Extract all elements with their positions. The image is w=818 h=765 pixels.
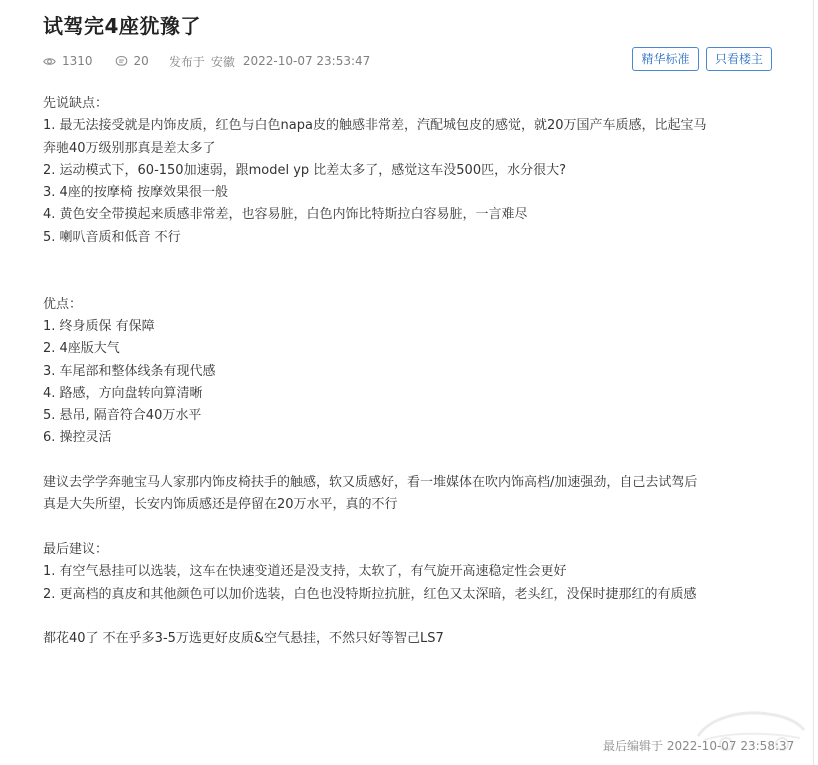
spacer xyxy=(43,606,743,628)
closing-line: 都花40了 不在乎多3-5万选更好皮质&空气悬挂，不然只好等智己LS7 xyxy=(43,631,444,647)
pros-heading: 优点： xyxy=(43,296,83,312)
posted-label: 发布于 xyxy=(168,54,205,69)
views-count: 1310 xyxy=(62,54,93,68)
spacer xyxy=(43,249,743,294)
post-time: 2022-10-07 23:53:47 xyxy=(242,54,371,68)
comments-stat[interactable] xyxy=(115,54,149,68)
spacer xyxy=(43,450,743,472)
pros-line: 3. 车尾部和整体线条有现代感 xyxy=(43,363,216,379)
pros-line: 1. 终身质保 有保障 xyxy=(43,318,155,334)
pros-line: 2. 4座版大气 xyxy=(43,341,120,357)
post-meta xyxy=(43,52,370,70)
post-body xyxy=(43,93,743,650)
views-stat xyxy=(43,54,93,68)
cons-heading: 先说缺点： xyxy=(43,96,109,111)
panel-border xyxy=(813,0,814,765)
cons-line: 3. 4座的按摩椅 按摩效果很一般 xyxy=(43,185,228,201)
advice-line: 真是大失所望，长安内饰质感还是停留在20万水平，真的不行 xyxy=(43,497,398,513)
eye-icon xyxy=(43,55,56,68)
pros-line: 6. 操控灵活 xyxy=(43,430,112,446)
last-edited: 最后编辑于 2022-10-07 23:58:37 xyxy=(603,739,795,753)
post-location: 安徽 xyxy=(210,54,235,69)
cons-line: 5. 喇叭音质和低音 不行 xyxy=(43,229,181,245)
cons-line: 1. 最无法接受就是内饰皮质，红色与白色napa皮的触感非常差，汽配城包皮的感觉，就20万国产车质感，比起宝马 xyxy=(43,118,707,134)
pros-line: 4. 路感，方向盘转向算清晰 xyxy=(43,385,203,401)
op-only-button[interactable]: 只看楼主 xyxy=(706,47,772,71)
final-heading: 最后建议： xyxy=(43,541,109,557)
cons-line: 2. 运动模式下，60-150加速弱，跟model yp 比差太多了，感觉这车没500匹，水分很大? xyxy=(43,162,566,178)
comments-count: 20 xyxy=(133,54,149,68)
post-title: 试驾完4座犹豫了 xyxy=(43,14,201,38)
cons-line: 4. 黄色安全带摸起来质感非常差，也容易脏，白色内饰比特斯拉白容易脏，一言难尽 xyxy=(43,207,528,223)
pros-line: 5. 悬吊, 隔音符合40万水平 xyxy=(43,408,202,424)
advice-line: 建议去学学奔驰宝马人家那内饰皮椅扶手的触感，软又质感好，看一堆媒体在吹内饰高档/加速强劲，自己去试驾后 xyxy=(43,475,698,491)
comment-icon xyxy=(115,55,128,68)
final-line: 2. 更高档的真皮和其他颜色可以加价选装，白色也没特斯拉抗脏，红色又太深暗，老头红，没保时捷那红的有质感 xyxy=(43,586,697,602)
spacer xyxy=(43,517,743,539)
final-line: 1. 有空气悬挂可以选装，这车在快速变道还是没支持，太软了，有气旋开高速稳定性会更好 xyxy=(43,564,567,580)
cons-line: 奔驰40万级别那真是差太多了 xyxy=(43,140,216,156)
featured-button[interactable]: 精华标准 xyxy=(632,47,699,71)
